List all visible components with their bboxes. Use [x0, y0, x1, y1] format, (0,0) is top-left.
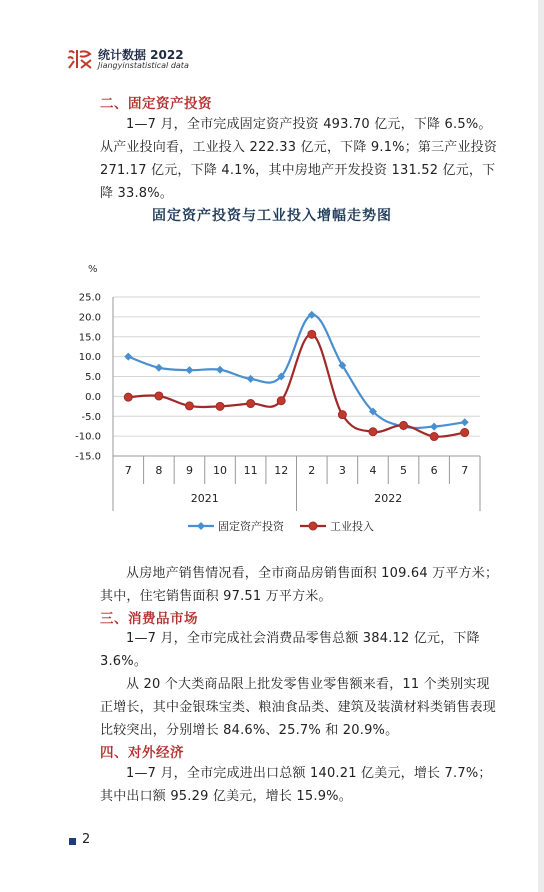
data-point-circle	[430, 433, 438, 441]
legend-label: 工业投入	[330, 520, 374, 533]
y-tick-label: 10.0	[78, 352, 101, 364]
data-point-circle	[247, 400, 255, 408]
y-tick-label: 20.0	[78, 312, 101, 324]
section-2-heading: 二、固定资产投资	[100, 96, 212, 112]
y-tick-label: -10.0	[75, 431, 101, 443]
x-tick-label: 12	[274, 464, 289, 477]
legend-label: 固定资产投资	[218, 520, 284, 533]
data-point-circle	[338, 411, 346, 419]
data-point-circle	[155, 392, 163, 400]
series-line-0	[128, 315, 464, 428]
y-tick-label: -5.0	[81, 411, 101, 423]
x-tick-label: 5	[400, 464, 408, 477]
page-number: 2	[82, 832, 91, 847]
data-point-diamond	[185, 366, 193, 374]
series-line-1	[128, 334, 464, 436]
x-tick-label: 11	[243, 464, 258, 477]
x-tick-label: 3	[338, 464, 346, 477]
x-tick-label: 6	[430, 464, 438, 477]
section-2-paragraph: 1—7 月，全市完成固定资产投资 493.70 亿元，下降 6.5%。从产业投向看，工业投入 222.33 亿元，下降 9.1%；第三产业投资 271.17 亿元，下降 4.1%，其中房地产开发投资 131.52 亿元，下降 33.8%。	[100, 117, 498, 201]
x-tick-label: 8	[155, 464, 163, 477]
data-point-circle	[185, 402, 193, 410]
page-header	[66, 44, 266, 76]
section-3-paragraph-2: 从 20 个大类商品限上批发零售业零售额来看，11 个类别实现正增长，其中金银珠宝类、粮油食品类、建筑及装潢材料类销售表现比较突出，分别增长 84.6%、25.7% 和 20.9%。	[100, 677, 497, 738]
section-4-heading: 四、对外经济	[100, 745, 184, 761]
x-tick-label: 7	[124, 464, 132, 477]
data-point-circle	[400, 421, 408, 429]
x-tick-label: 2	[308, 464, 316, 477]
data-point-circle	[308, 330, 316, 338]
y-tick-label: 5.0	[85, 372, 101, 383]
year-group-label: 2022	[374, 492, 403, 505]
real-estate-paragraph: 从房地产销售情况看，全市商品房销售面积 109.64 万平方米；其中，住宅销售面积 97.51 万平方米。	[100, 566, 499, 604]
growth-trend-chart	[0, 250, 544, 550]
y-axis-unit: %	[88, 264, 98, 275]
data-point-diamond	[430, 423, 438, 431]
section-4-paragraph: 1—7 月，全市完成进出口总额 140.21 亿美元，增长 7.7%；其中出口额 95.29 亿美元，增长 15.9%。	[100, 766, 492, 804]
page-number-marker	[69, 838, 76, 845]
data-point-diamond	[124, 353, 132, 361]
legend-marker-circle	[309, 522, 317, 530]
header-title: 统计数据 2022	[98, 48, 184, 62]
data-point-circle	[461, 429, 469, 437]
section-3-paragraph-1: 1—7 月，全市完成社会消费品零售总额 384.12 亿元，下降 3.6%。	[100, 631, 480, 669]
chart-title: 固定资产投资与工业投入增幅走势图	[152, 208, 392, 224]
data-point-diamond	[155, 364, 163, 372]
legend-marker-diamond	[197, 522, 205, 530]
data-point-circle	[216, 402, 224, 410]
y-tick-label: 25.0	[78, 292, 101, 304]
y-tick-label: 15.0	[78, 332, 101, 344]
data-point-diamond	[461, 418, 469, 426]
x-tick-label: 7	[461, 464, 469, 477]
year-group-label: 2021	[190, 492, 219, 505]
data-point-circle	[369, 428, 377, 436]
y-tick-label: 0.0	[85, 391, 101, 403]
data-point-diamond	[216, 366, 224, 374]
x-tick-label: 4	[369, 464, 377, 477]
y-tick-label: -15.0	[75, 451, 101, 463]
section-3-heading: 三、消费品市场	[100, 611, 198, 627]
data-point-circle	[124, 393, 132, 401]
jiangyin-logo-icon	[66, 46, 94, 72]
x-tick-label: 9	[185, 464, 193, 477]
data-point-circle	[277, 397, 285, 405]
x-tick-label: 10	[213, 464, 228, 477]
header-subtitle: Jiangyinstatistical data	[98, 61, 189, 70]
